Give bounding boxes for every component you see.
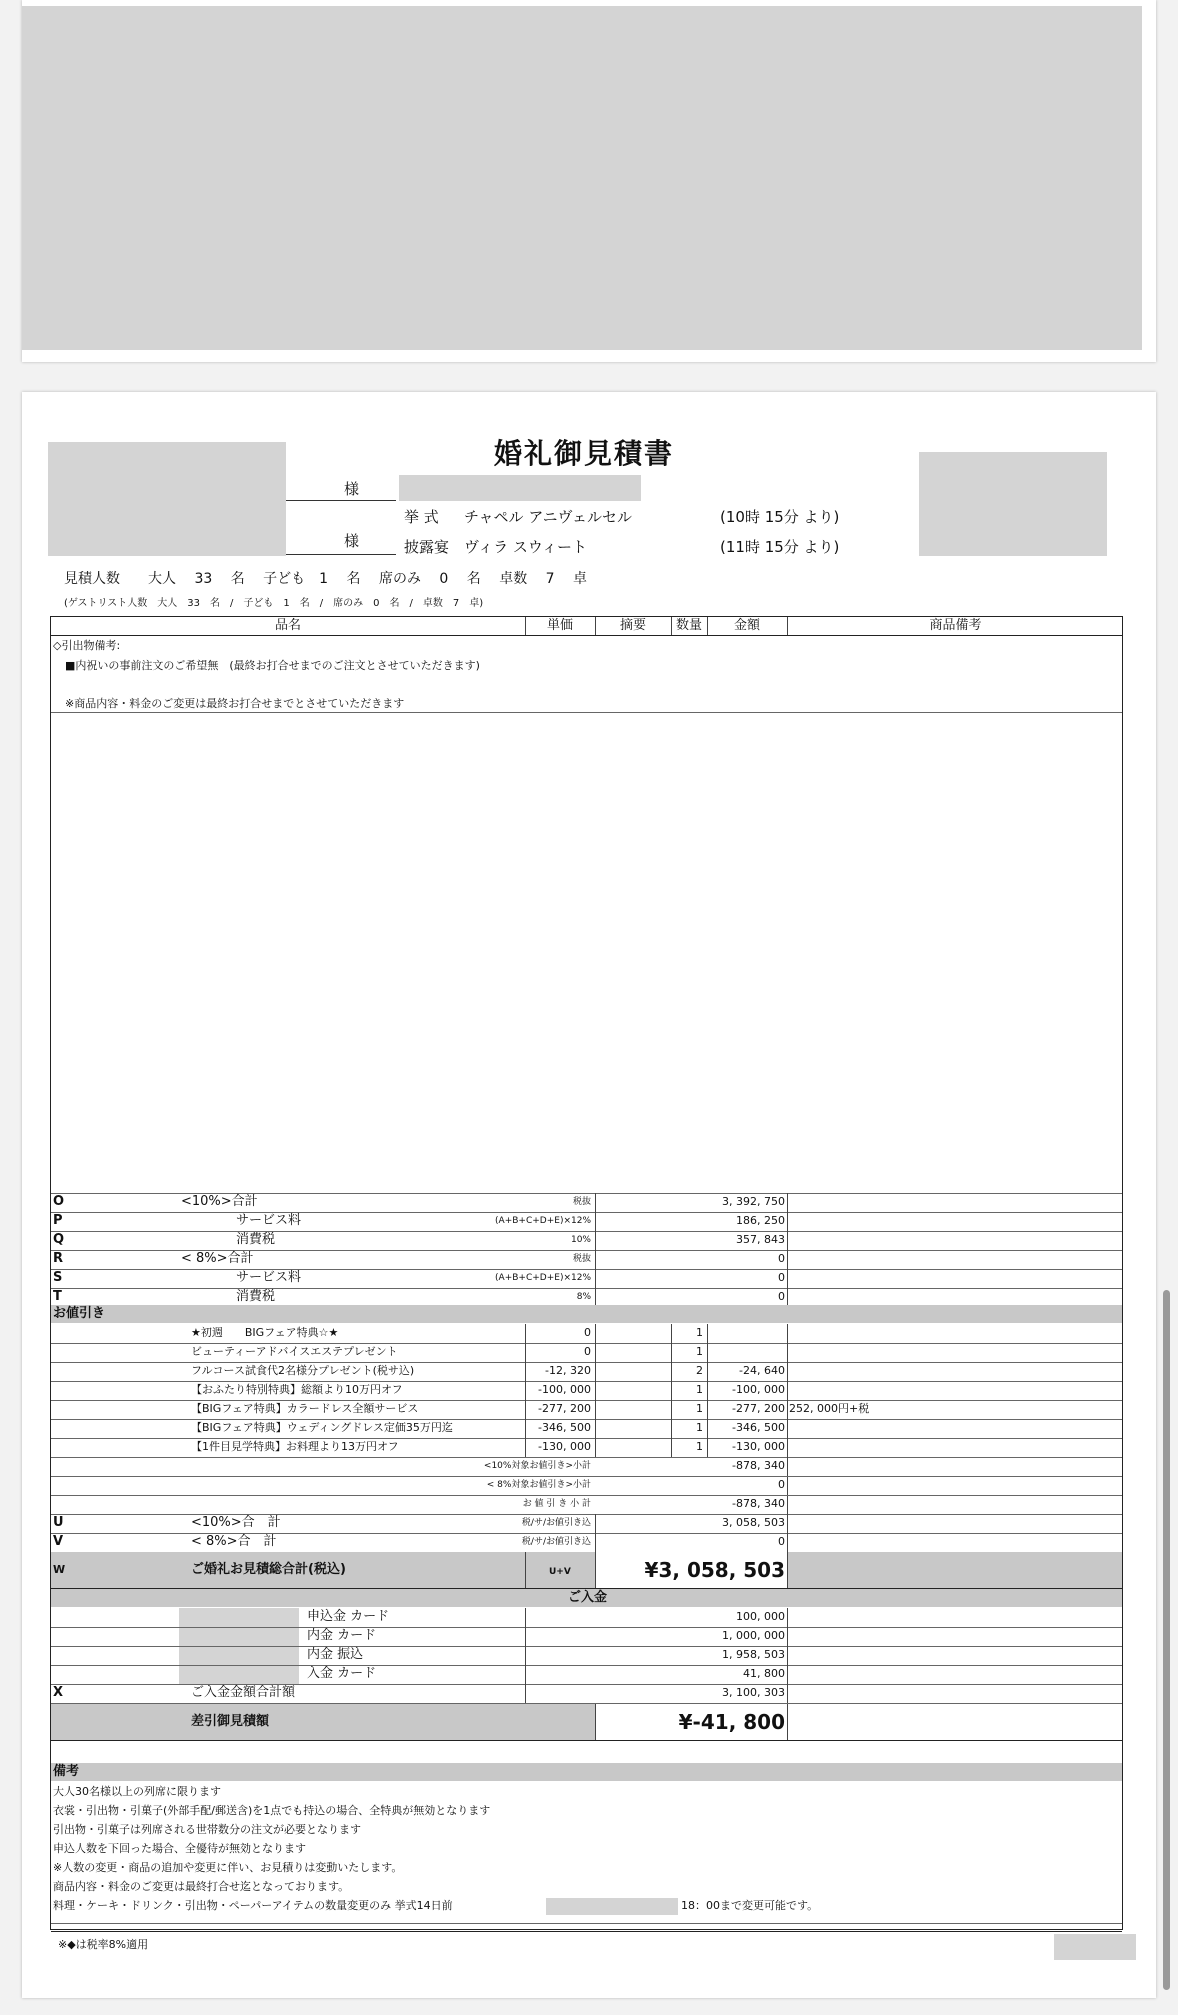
discount-qty: 1 — [696, 1326, 703, 1339]
payment-amount: 1, 958, 503 — [722, 1648, 785, 1661]
document-title: 婚礼御見積書 — [494, 437, 675, 470]
discount-unit-price: -12, 320 — [545, 1364, 591, 1377]
discount-unit-price: -346, 500 — [538, 1421, 591, 1434]
remark-line: 申込人数を下回った場合、全優待が無効となります — [53, 1842, 306, 1855]
subtotal-label: サービス料 — [236, 1213, 302, 1228]
subtotal-amount: 0 — [778, 1271, 785, 1284]
remark-line: 衣裳・引出物・引菓子(外部手配/郵送含)を1点でも持込の場合、全特典が無効となります — [53, 1804, 491, 1817]
column-divider — [525, 1324, 526, 1457]
column-divider — [595, 1704, 596, 1740]
grand-total-tag: U+V — [549, 1567, 571, 1577]
discount-amount: -100, 000 — [732, 1383, 785, 1396]
subtotal-key: Q — [53, 1232, 65, 1247]
ceremony-time: (10時 15分 より) — [720, 508, 840, 526]
remark-line: 商品内容・料金のご変更は最終打合せ迄となっております。 — [53, 1880, 350, 1893]
subtotal-amount: 357, 843 — [736, 1233, 785, 1246]
discount-unit-price: 0 — [584, 1345, 591, 1358]
discount-item-name: 【おふたり特別特典】総額より10万円オフ — [191, 1383, 403, 1396]
subtotal-label: 消費税 — [236, 1232, 276, 1247]
column-divider — [787, 1552, 788, 1588]
column-divider — [595, 1193, 596, 1307]
discount-subtotal-amount: -878, 340 — [732, 1459, 785, 1472]
payment-amount: 1, 000, 000 — [722, 1629, 785, 1642]
subtotal-label: < 8%>合計 — [181, 1251, 254, 1266]
subtotal-key: O — [53, 1194, 65, 1209]
remark-deadline-time: 18：00まで変更可能です。 — [681, 1899, 819, 1912]
discount-unit-price: -277, 200 — [538, 1402, 591, 1415]
discount-qty: 1 — [696, 1345, 703, 1358]
grand-total-label: ご婚礼お見積総合計(税込) — [191, 1562, 346, 1577]
balance-band — [51, 1704, 595, 1740]
payment-amount: 41, 800 — [743, 1667, 785, 1680]
gift-note-1: ■内祝いの事前注文のご希望無 (最終お打合せまでのご注文とさせていただきます) — [65, 659, 480, 672]
estimate-table — [50, 616, 1123, 1930]
subtotal-tag: 8% — [576, 1292, 591, 1302]
subtotal-key: T — [53, 1289, 62, 1304]
column-divider — [595, 1514, 596, 1552]
payment-amount: 100, 000 — [736, 1610, 785, 1623]
gift-heading: ◇引出物備考: — [53, 639, 121, 652]
grand-total-key: W — [53, 1563, 66, 1576]
column-divider — [787, 1193, 788, 1307]
total-tag: 税/サ/お値引き込 — [521, 1518, 591, 1528]
col-qty: 数量 — [675, 618, 702, 633]
subtotal-label: 消費税 — [236, 1289, 276, 1304]
subtotal-amount: 186, 250 — [736, 1214, 785, 1227]
redacted-name — [399, 475, 641, 501]
discount-amount: -24, 640 — [739, 1364, 785, 1377]
payment-total-key: X — [53, 1685, 64, 1700]
column-divider — [525, 1552, 526, 1588]
subtotal-key: P — [53, 1213, 63, 1228]
column-divider — [595, 1324, 596, 1457]
top-page — [22, 0, 1156, 362]
redacted-deadline-date — [546, 1898, 678, 1915]
payment-heading: ご入金 — [567, 1590, 607, 1605]
col-unit: 単価 — [546, 618, 573, 633]
discount-subtotal-amount: 0 — [778, 1478, 785, 1491]
column-divider — [671, 1324, 672, 1457]
remark-line: 引出物・引菓子は列席される世帯数分の注文が必要となります — [53, 1823, 361, 1836]
column-divider — [787, 1608, 788, 1703]
total-amount: 0 — [778, 1535, 785, 1548]
discount-qty: 1 — [696, 1421, 703, 1434]
reception-label: 披露宴 — [404, 538, 450, 556]
column-divider — [707, 1324, 708, 1457]
discount-subtotal-label: <10%対象お値引き>小計 — [483, 1461, 591, 1471]
discount-heading: お値引き — [53, 1306, 106, 1321]
discount-amount: -130, 000 — [732, 1440, 785, 1453]
discount-amount: -277, 200 — [732, 1402, 785, 1415]
headcount: 見積人数 大人 33 名 子ども 1 名 席のみ 0 名 卓数 7 卓 — [64, 571, 588, 587]
discount-item-name: 【BIGフェア特典】カラードレス全額サービス — [191, 1402, 419, 1415]
balance-label: 差引御見積額 — [191, 1714, 270, 1729]
discount-unit-price: -130, 000 — [538, 1440, 591, 1453]
reception-venue: ヴィラ スウィート — [464, 538, 587, 556]
column-divider — [787, 1514, 788, 1552]
subtotal-tag: 10% — [570, 1235, 591, 1245]
redacted-recipient — [48, 442, 286, 556]
row-divider — [51, 1923, 1122, 1924]
subtotal-key: S — [53, 1270, 63, 1285]
discount-subtotal-amount: -878, 340 — [732, 1497, 785, 1510]
subtotal-tag: (A+B+C+D+E)×12% — [495, 1216, 591, 1226]
remark-line: ※人数の変更・商品の追加や変更に伴い、お見積りは変動いたします。 — [53, 1861, 403, 1874]
column-divider — [787, 1704, 788, 1740]
subtotal-label: <10%>合計 — [181, 1194, 258, 1209]
subtotal-tag: (A+B+C+D+E)×12% — [495, 1273, 591, 1283]
discount-note: 252, 000円+税 — [789, 1402, 870, 1415]
ceremony-venue: チャペル アニヴェルセル — [464, 508, 632, 526]
subtotal-label: サービス料 — [236, 1270, 302, 1285]
ceremony-label: 挙 式 — [404, 508, 439, 526]
discount-subtotal-label: < 8%対象お値引き>小計 — [486, 1480, 591, 1490]
discount-item-name: ビューティーアドバイスエステプレゼント — [191, 1345, 398, 1358]
payment-label: 内金 カード — [307, 1628, 377, 1643]
row-divider — [51, 1740, 1122, 1741]
redacted-page-mark — [1054, 1934, 1136, 1960]
gift-note-2: ※商品内容・料金のご変更は最終お打合せまでとさせていただきます — [65, 697, 405, 710]
subtotal-tag: 税抜 — [572, 1197, 591, 1207]
discount-qty: 1 — [696, 1402, 703, 1415]
discount-item-name: フルコース試食代2名様分プレゼント(税サ込) — [191, 1364, 415, 1377]
column-divider — [787, 1324, 788, 1514]
payment-label: 入金 カード — [307, 1666, 377, 1681]
honorific: 様 — [344, 480, 360, 498]
total-label: <10%>合 計 — [191, 1515, 281, 1530]
total-key: V — [53, 1534, 64, 1549]
col-note: 商品備考 — [929, 618, 982, 633]
column-divider — [595, 1552, 596, 1588]
subtotal-amount: 0 — [778, 1252, 785, 1265]
total-amount: 3, 058, 503 — [722, 1516, 785, 1529]
discount-item-name: 【BIGフェア特典】ウェディングドレス定価35万円迄 — [191, 1421, 453, 1434]
redacted-stamp — [919, 452, 1107, 556]
discount-qty: 1 — [696, 1440, 703, 1453]
subtotal-key: R — [53, 1251, 64, 1266]
tax-rate-footnote: ※◆は税率8%適用 — [58, 1938, 149, 1951]
payment-label: 申込金 カード — [307, 1609, 390, 1624]
subtotal-amount: 0 — [778, 1290, 785, 1303]
subtotal-amount: 3, 392, 750 — [722, 1195, 785, 1208]
discount-item-name: ★初週 BIGフェア特典☆★ — [191, 1326, 339, 1339]
payment-label: 内金 振込 — [307, 1647, 364, 1662]
honorific: 様 — [344, 532, 360, 550]
discount-amount: -346, 500 — [732, 1421, 785, 1434]
total-label: < 8%>合 計 — [191, 1534, 277, 1549]
total-tag: 税/サ/お値引き込 — [521, 1537, 591, 1547]
discount-unit-price: 0 — [584, 1326, 591, 1339]
balance-amount: ¥-41, 800 — [678, 1710, 785, 1734]
payment-total-label: ご入金金額合計額 — [191, 1685, 296, 1700]
redacted-block — [22, 6, 1142, 350]
discount-subtotal-label: お 値 引 き 小 計 — [522, 1499, 591, 1509]
remark-line: 料理・ケーキ・ドリンク・引出物・ペーパーアイテムの数量変更のみ 挙式14日前 — [53, 1899, 453, 1912]
discount-qty: 2 — [696, 1364, 703, 1377]
discount-unit-price: -100, 000 — [538, 1383, 591, 1396]
remark-line: 大人30名様以上の列席に限ります — [53, 1785, 221, 1798]
grand-total-amount: ¥3, 058, 503 — [644, 1558, 785, 1582]
payment-total-amount: 3, 100, 303 — [722, 1686, 785, 1699]
discount-item-name: 【1件目見学特典】お料理より13万円オフ — [191, 1440, 399, 1453]
total-key: U — [53, 1515, 64, 1530]
remarks-heading: 備考 — [53, 1764, 80, 1779]
scrollbar[interactable] — [1163, 1290, 1170, 1990]
col-amount: 金額 — [733, 618, 760, 633]
discount-qty: 1 — [696, 1383, 703, 1396]
col-summary: 摘要 — [619, 618, 646, 633]
col-item: 品名 — [274, 618, 301, 633]
subtotal-tag: 税抜 — [572, 1254, 591, 1264]
reception-time: (11時 15分 より) — [720, 538, 840, 556]
guestlist-count: (ゲストリスト人数 大人 33 名 / 子ども 1 名 / 席のみ 0 名 / 卓数 7 卓) — [64, 598, 484, 609]
